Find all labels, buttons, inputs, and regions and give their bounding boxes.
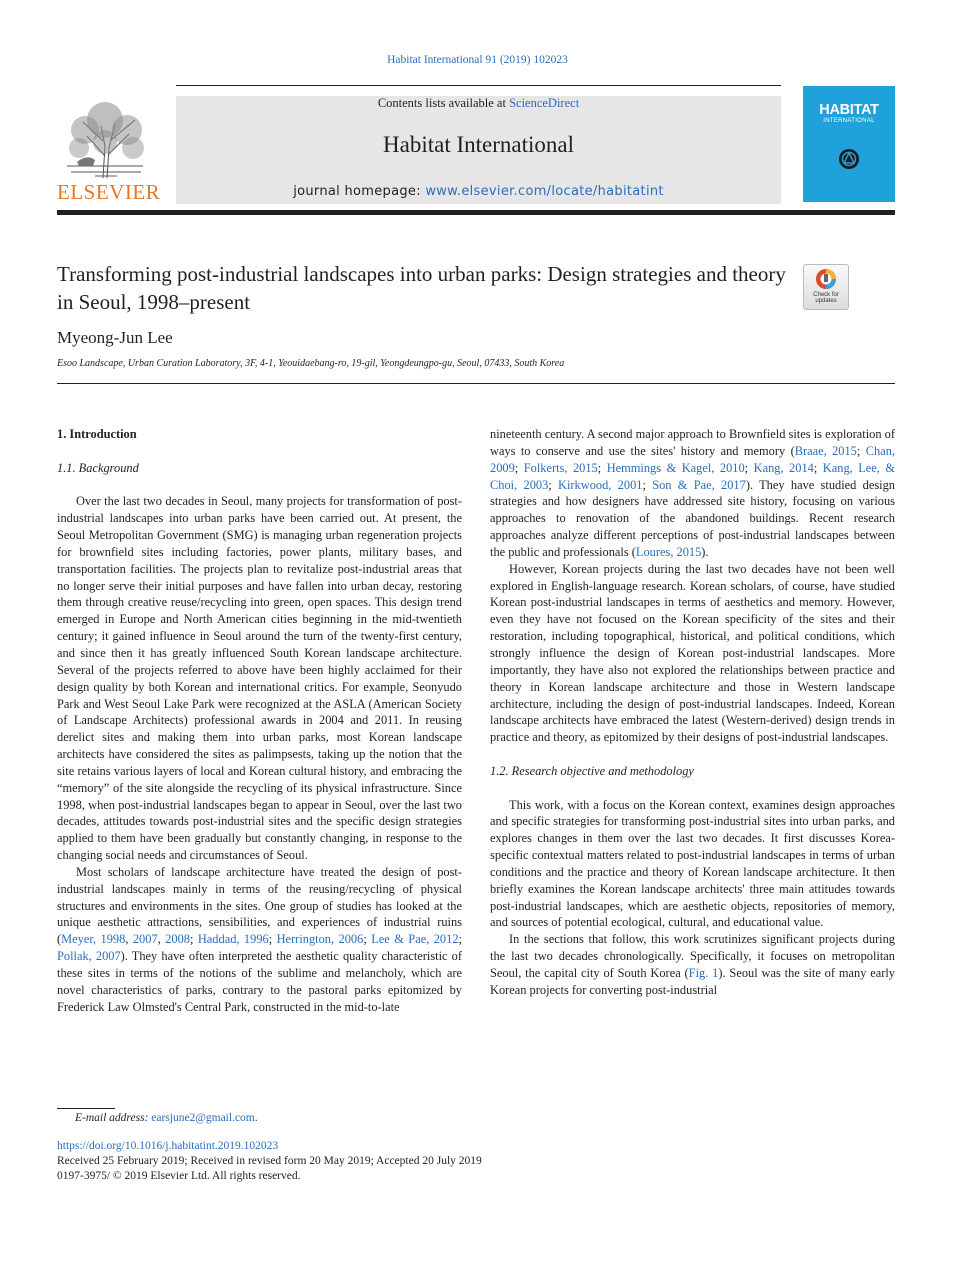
citation-link[interactable]: Herrington, 2006: [276, 932, 364, 947]
paragraph: Most scholars of landscape architecture have treated the design of post-industrial landscapes mainly in terms of the reusing/recycling of physical structures and environments in the sites. One group of studies has looked at the unique aesthetic attractions, sensibilities, and experiences of industrial ruins (Meyer, 1998, 2007, 2008; Haddad, 1996; Herrington, 2006; Lee & Pae, 2012; Pollak, 2007). They have often interpreted the aesthetic quality characteristic of these sites in terms of the notions of the sublime and melancholy, which are novel characteristics of parks, contrary to the pastoral parks epitomized by Frederick Law Olmsted's Central Park, constructed in the mid-to-late: [57, 864, 462, 1014]
author-name[interactable]: Myeong-Jun Lee: [57, 328, 173, 347]
paragraph: However, Korean projects during the last two decades have not been well explored in English-language research. Korean scholars, of course, have studied Korean post-industrial landscapes in terms of aesthetics and memory. However, even they have not focused on the Korean specificity of the sites and their restoration, including topographical, historical, and political conditions, which strongly influence the design of Korean post-industrial landscapes. More importantly, they have also not explored the relationships between practice and theory in Korean landscape architecture and those in Western landscape architecture, including the design of post-industrial landscapes. Indeed, Korean landscape architects have embraced the latest (Western-derived) design trends in practice and theory, as epitomized by their designs of post-industrial landscapes.: [490, 561, 895, 745]
footnote-rule: [57, 1108, 115, 1109]
citation-link[interactable]: Kang, 2014: [753, 460, 814, 475]
header-divider: [57, 383, 895, 384]
journal-homepage: [176, 184, 781, 199]
citation-link[interactable]: Braae, 2015: [794, 443, 857, 458]
copyright: 0197-3975/ © 2019 Elsevier Ltd. All rights reserved.: [57, 1170, 301, 1182]
running-citation[interactable]: Habitat International 91 (2019) 102023: [387, 54, 568, 66]
paragraph: This work, with a focus on the Korean context, examines design approaches and specific strategies for transforming post-industrial sites into urban parks, and explores changes in them over the last two decades. It first discusses Korea-specific contextual matters related to post-industrial landscapes in terms of urban conditions and the practice and theory of Korean landscape architecture. It then briefly examines the Korean landscape architects' three main attitudes towards post-industrial landscapes, which are aesthetic objects, repositories of memory, and sources of potential ecological, cultural, and educational value.: [490, 797, 895, 930]
figure-link[interactable]: Fig. 1: [688, 966, 719, 980]
subsection-heading-research: 1.2. Research objective and methodology: [490, 763, 694, 778]
article-dates: Received 25 February 2019; Received in revised form 20 May 2019; Accepted 20 July 2019: [57, 1155, 482, 1167]
citation-link[interactable]: Haddad, 1996: [197, 932, 269, 947]
header-thick-rule: [57, 210, 895, 215]
citation-link[interactable]: Chan, 2009: [490, 443, 895, 475]
footnote-email: E-mail address: earsjune2@gmail.com.: [75, 1112, 258, 1124]
citation-link[interactable]: Hemmings & Kagel, 2010: [606, 460, 745, 475]
contents-line: [176, 96, 781, 111]
homepage-link[interactable]: www.elsevier.com/locate/habitatint: [425, 184, 664, 199]
cover-emblem-icon: [838, 148, 860, 170]
citation-link[interactable]: Kirkwood, 2001: [558, 477, 643, 492]
citation-link[interactable]: Meyer, 1998: [61, 932, 126, 947]
check-for-updates-icon: [815, 268, 837, 290]
journal-cover[interactable]: [803, 86, 895, 202]
cover-subtitle: INTERNATIONAL: [823, 118, 875, 124]
check-for-updates-label: Check for updates: [813, 292, 839, 304]
author-affiliation: Esoo Landscape, Urban Curation Laboratory, 3F, 4-1, Yeouidaebang-ro, 19-gil, Yeongdeungpo-gu, Seoul, 07433, South Korea: [57, 358, 565, 369]
header-top-rule: [176, 85, 781, 86]
paragraph: Over the last two decades in Seoul, many projects for transformation of post-industrial landscapes into urban parks have been carried out. At present, the Seoul Metropolitan Government (SMG) is managing urban regeneration projects for brownfield sites including factories, power plants, military bases, and transportation facilities. The projects plan to revitalize post-industrial areas that no longer serve their initial purposes and have fallen into urban decay, restoring them through creative reuse/recycling into green, open spaces. This design trend emerged in Europe and North American cities beginning in the mid-twentieth century; it gained influence in Seoul around the turn of the twenty-first century, and since then it has greatly influenced South Korean landscape architecture. Several of the projects referred to above have been highly acclaimed for their design quality by both Korean and international critics. For example, Seonyudo Park and West Seoul Lake Park were recognized at the ASLA (American Society of Landscape Architects) professional awards in 2004 and 2011. In reusing derelict sites and making them into urban parks, most Korean landscape architects have considered the sites as palimpsests, taking up the notion that the site retains various layers of local and Korean cultural history, and embracing the “memory” of the site alongside the recycling of its physical infrastructure. Since 1998, when post-industrial landscapes began to appear in Seoul, over the last two decades, attitudes towards post-industrial sites and the specific design strategies applied to them have been gradually but constantly changing, in response to the changing social needs and circumstances of Seoul.: [57, 494, 462, 863]
email-label: E-mail address:: [75, 1112, 149, 1124]
body-column-left: [57, 426, 462, 1016]
cover-title: HABITAT: [819, 102, 879, 118]
elsevier-wordmark: ELSEVIER: [57, 180, 161, 204]
citation-link[interactable]: Folkerts, 2015: [523, 460, 598, 475]
doi-link[interactable]: https://doi.org/10.1016/j.habitatint.2019.102023: [57, 1140, 279, 1152]
citation-link[interactable]: Kang, Lee, & Choi, 2003: [490, 460, 896, 492]
email-link[interactable]: earsjune2@gmail.com: [151, 1112, 255, 1124]
article-footer: [57, 1139, 482, 1184]
subsection-heading-background: 1.1. Background: [57, 460, 139, 475]
citation-link[interactable]: Pollak, 2007: [57, 949, 121, 964]
section-heading-introduction: 1. Introduction: [57, 427, 137, 441]
citation-link[interactable]: Son & Pae, 2017: [652, 477, 746, 492]
sciencedirect-link[interactable]: ScienceDirect: [509, 96, 580, 110]
journal-title: Habitat International: [383, 132, 574, 157]
article-title: Transforming post-industrial landscapes into urban parks: Design strategies and theory in Seoul, 1998–present: [57, 262, 786, 314]
contents-prefix: Contents lists available at: [377, 96, 510, 110]
citation-link[interactable]: Loures, 2015: [635, 544, 702, 559]
paragraph: In the sections that follow, this work scrutinizes significant projects during the last two decades chronologically. Specifically, it focuses on metropolitan Seoul, the capital city of South Korea (Fig. 1). Seoul was the site of many early Korean projects for converting post-industrial: [490, 932, 896, 997]
check-for-updates-badge[interactable]: [803, 264, 849, 310]
citation-link[interactable]: 2008: [165, 932, 190, 947]
paragraph: nineteenth century. A second major approach to Brownfield sites is exploration of ways to conserve and use the sites' history and memory (Braae, 2015; Chan, 2009; Folkerts, 2015; Hemmings & Kagel, 2010; Kang, 2014; Kang, Lee, & Choi, 2003; Kirkwood, 2001; Son & Pae, 2017). They have studied design strategies and how designers have addressed site history, focusing on various approaches to renovation of the abandoned buildings. Recent research approaches analyze different perceptions of post-industrial landscapes between the public and professionals (Loures, 2015).: [490, 427, 896, 559]
body-column-right: [490, 426, 895, 999]
citation-link[interactable]: Lee & Pae, 2012: [371, 932, 459, 947]
homepage-label: journal homepage:: [293, 184, 426, 199]
citation-link[interactable]: 2007: [132, 932, 158, 947]
